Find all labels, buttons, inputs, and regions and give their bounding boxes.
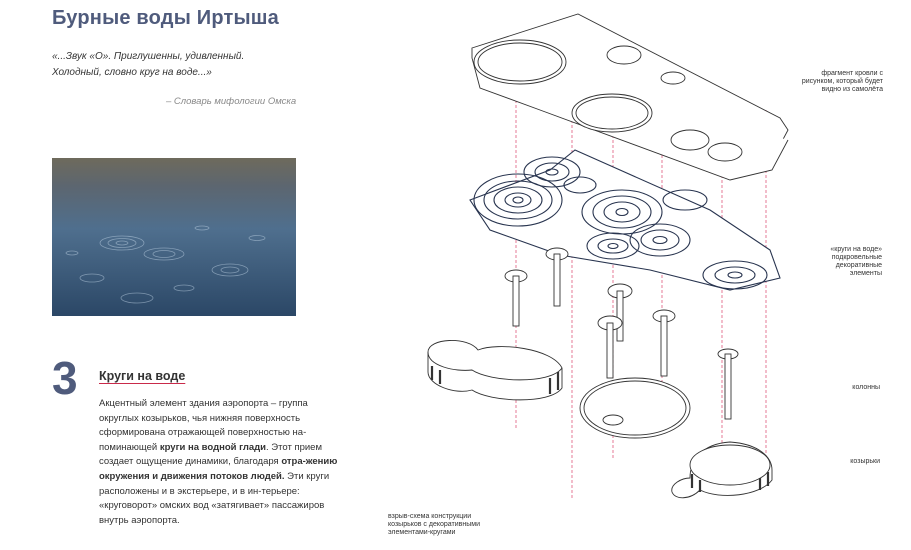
section-body xyxy=(99,397,345,528)
label-roof-fragment: фрагмент кровли с рисунком, который будет видно из самолёта xyxy=(801,70,883,93)
body-bold-2: отра-жению окружения и движения потоков людей. xyxy=(99,456,338,482)
section-number: 3 xyxy=(52,352,78,404)
body-bold-1: круги на водной глади xyxy=(159,441,267,453)
diagram-caption: взрыв-схема конструкции козырьков с декоративными элементами-кругами xyxy=(388,513,480,536)
water-ripples-photo xyxy=(52,158,296,316)
epigraph-source: – Словарь мифологии Омска xyxy=(166,96,297,107)
label-circles-on-water: «круги на воде» подкровельные декоративные элементы xyxy=(830,246,882,277)
roof-fragment xyxy=(472,14,788,180)
label-columns: колонны xyxy=(852,384,880,391)
canopies xyxy=(428,340,772,497)
label-canopies: козырьки xyxy=(850,458,880,465)
epigraph-line-1: «...Звук «О». Приглушенны, удивленный. xyxy=(52,51,245,62)
epigraph xyxy=(52,49,312,81)
page-title: Бурные воды Иртыша xyxy=(52,7,279,29)
body-text-2: . Этот прием создает ощущение динамики, благодаря xyxy=(99,441,322,468)
body-text-1: Акцентный элемент здания аэропорта – группа округлых козырьков, чья нижняя поверхность сформирована отражающей поверхностью на-поминающей xyxy=(99,398,308,453)
body-text-3: Эти круги расположены и в экстерьере, и в ин-терьере: «круговорот» омских вод «затягивает» пассажиров внутрь аэропорта. xyxy=(99,470,330,526)
epigraph-line-2: Холодный, словно круг на воде...» xyxy=(52,67,212,78)
section-title: Круги на воде xyxy=(99,369,186,383)
